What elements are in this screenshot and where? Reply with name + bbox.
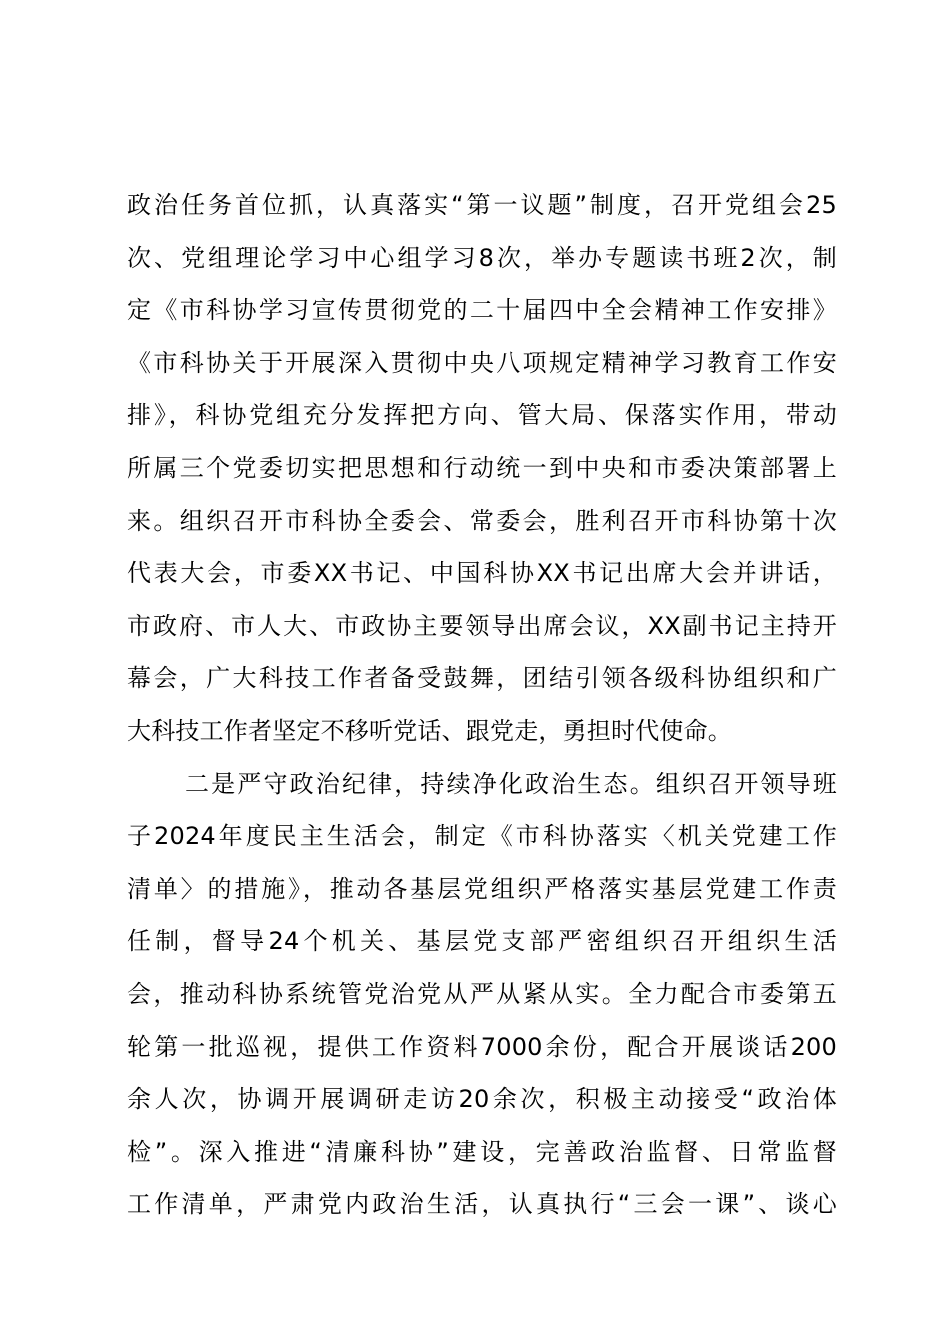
text-line: 检”。深入推进“清廉科协”建设，完善政治监督、日常监督 — [127, 1137, 837, 1166]
document-body — [127, 183, 837, 1235]
text-line: 轮第一批巡视，提供工作资料7000余份，配合开展谈话200 — [127, 1032, 837, 1061]
text-line: 子2024年度民主生活会，制定《市科协落实〈机关党建工作 — [127, 822, 837, 851]
text-line: 定《市科协学习宣传贯彻党的二十届四中全会精神工作安排》 — [127, 296, 837, 325]
paragraph-1 — [127, 183, 837, 762]
text-line: 排》，科协党组充分发挥把方向、管大局、保落实作用，带动 — [127, 401, 837, 430]
text-line: 会，推动科协系统管党治党从严从紧从实。全力配合市委第五 — [127, 979, 837, 1008]
text-line: 《市科协关于开展深入贯彻中央八项规定精神学习教育工作安 — [127, 348, 837, 377]
text-line: 大科技工作者坚定不移听党话、跟党走，勇担时代使命。 — [127, 716, 732, 745]
text-line: 幕会，广大科技工作者备受鼓舞，团结引领各级科协组织和广 — [127, 664, 837, 693]
text-line: 二是严守政治纪律，持续净化政治生态。组织召开领导班 — [185, 769, 837, 798]
paragraph-2 — [127, 762, 837, 1235]
text-line: 工作清单，严肃党内政治生活，认真执行“三会一课”、谈心 — [127, 1190, 837, 1219]
text-line: 代表大会，市委XX书记、中国科协XX书记出席大会并讲话， — [127, 559, 837, 588]
text-line: 余人次，协调开展调研走访20余次，积极主动接受“政治体 — [127, 1085, 837, 1114]
text-line: 任制，督导24个机关、基层党支部严密组织召开组织生活 — [127, 927, 837, 956]
text-line: 所属三个党委切实把思想和行动统一到中央和市委决策部署上 — [127, 453, 837, 482]
text-line: 政治任务首位抓，认真落实“第一议题”制度，召开党组会25 — [127, 191, 837, 219]
text-line: 次、党组理论学习中心组学习8次，举办专题读书班2次，制 — [127, 243, 837, 272]
text-line: 清单〉的措施》，推动各基层党组织严格落实基层党建工作责 — [127, 874, 837, 903]
text-line: 来。组织召开市科协全委会、常委会，胜利召开市科协第十次 — [127, 506, 837, 535]
text-line: 市政府、市人大、市政协主要领导出席会议，XX副书记主持开 — [127, 611, 837, 640]
